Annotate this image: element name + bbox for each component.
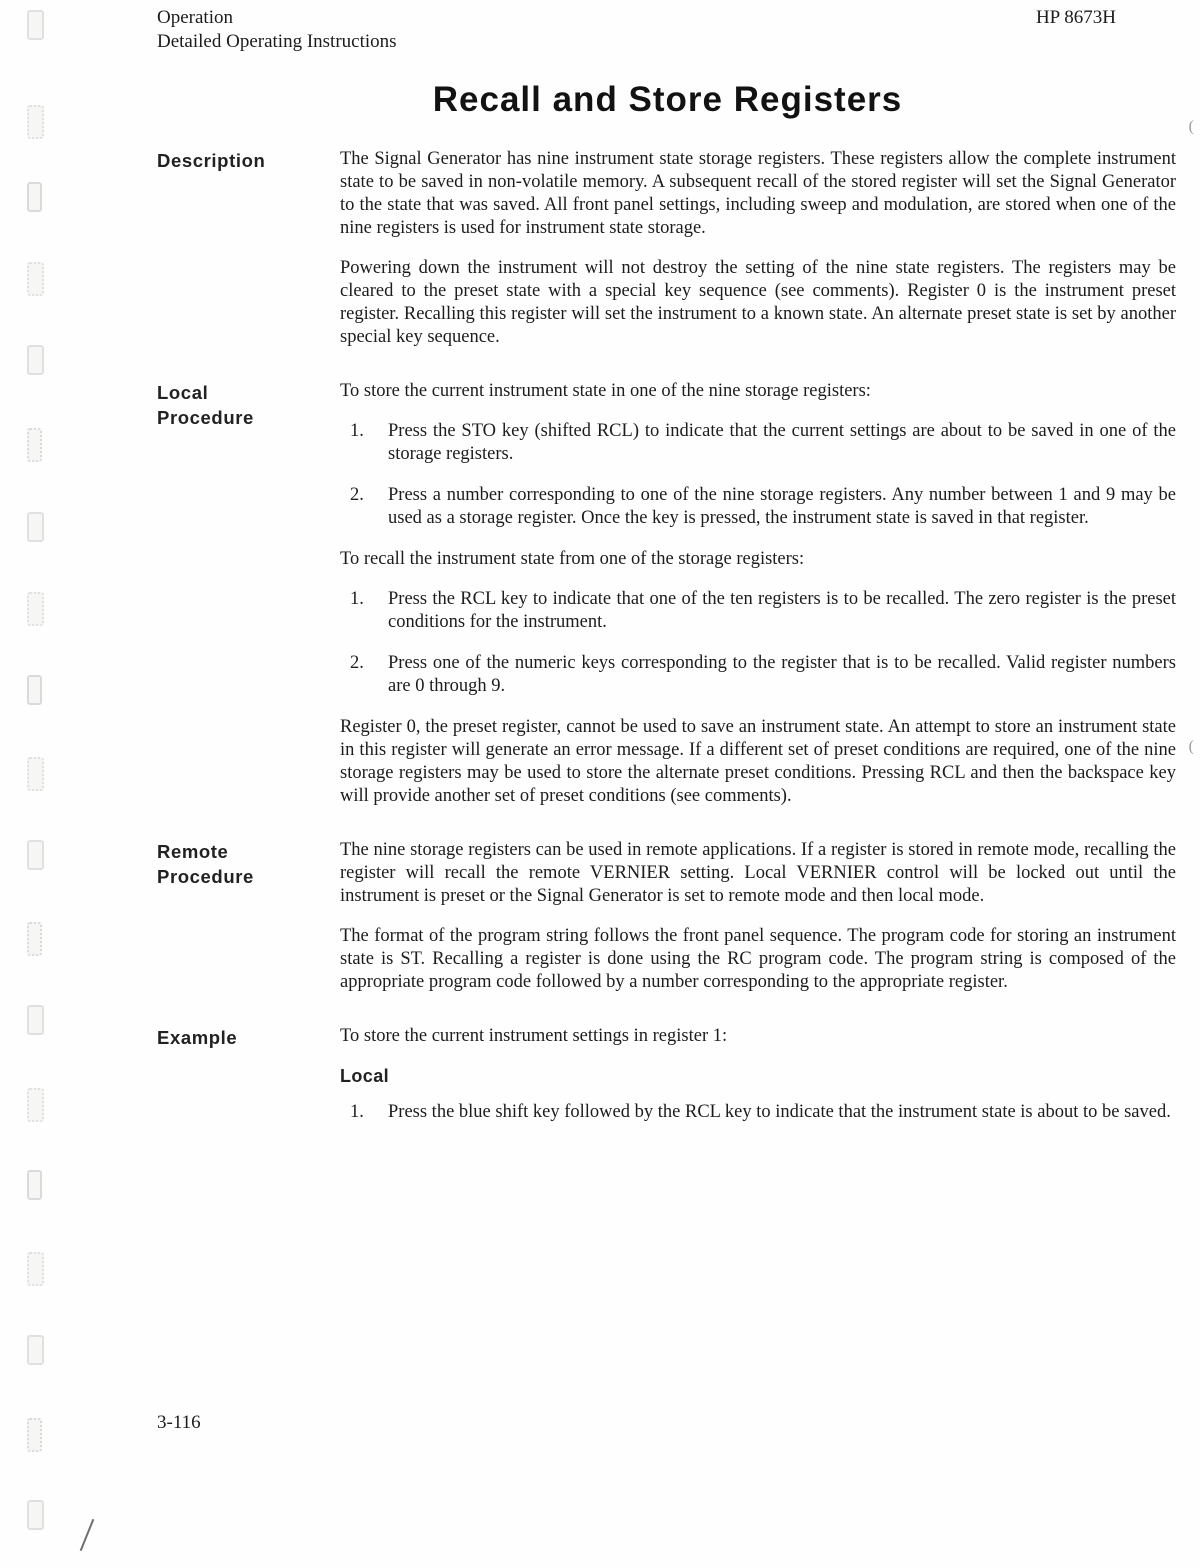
section-label: [157, 1025, 340, 1142]
scan-artifact: [27, 345, 44, 375]
header-left: [157, 6, 397, 54]
scan-artifact: [27, 1335, 44, 1365]
paragraph: Register 0, the preset register, cannot be used to save an instrument state. An attempt to store an instrument state in this register will generate an error message. If a different set of preset conditions are required, one of the nine storage registers may be used to store the alternate preset conditions. Pressing RCL and then the backspace key will provide another set of preset conditions (see comments).: [340, 717, 1176, 806]
section-body: [340, 1025, 1176, 1142]
list-item-text: Press a number corresponding to one of the nine storage registers. Any number between 1 and 9 may be used as a storage register. Once the key is pressed, the instrument state is saved in that register.: [388, 485, 1176, 528]
section-body: [340, 839, 1176, 1011]
header-model-number: HP 8673H: [1035, 7, 1116, 28]
page-header: [0, 0, 1200, 54]
scan-artifact: [27, 592, 44, 626]
scan-artifact: [27, 1170, 42, 1200]
scan-artifact: [27, 1252, 44, 1286]
list-item: [350, 484, 1176, 530]
section-label-text: Procedure: [157, 407, 254, 428]
list-item-text: Press the RCL key to indicate that one of the ten registers is to be recalled. The zero register is the preset conditions for the instrument.: [388, 589, 1176, 632]
list-item: [350, 652, 1176, 698]
paragraph: The Signal Generator has nine instrument state storage registers. These registers allow the complete instrument state to be saved in non-volatile memory. A subsequent recall of the stored register will set the Signal Generator to the state that was saved. All front panel settings, including sweep and modulation, are stored when one of the nine registers is used for instrument state storage.: [340, 149, 1176, 238]
list-item-text: Press the blue shift key followed by the RCL key to indicate that the instrument state is about to be saved.: [388, 1102, 1171, 1122]
list-number: 2.: [350, 653, 364, 673]
section-body: [340, 380, 1176, 825]
list-item-text: Press one of the numeric keys corresponding to the register that is to be recalled. Valid register numbers are 0 through 9.: [388, 653, 1176, 696]
example-subheading: Local: [340, 1066, 390, 1086]
list-number: 1.: [350, 1102, 364, 1122]
scan-artifact: [27, 1500, 44, 1530]
section-remote-procedure: [0, 839, 1200, 1011]
scan-artifact: [27, 1088, 44, 1122]
scan-artifact: [27, 182, 42, 212]
list-intro: To store the current instrument state in one of the nine storage registers:: [340, 381, 871, 401]
scan-artifact: [27, 675, 42, 705]
section-label: [157, 148, 340, 366]
header-subsection-title: Detailed Operating Instructions: [157, 31, 397, 52]
section-label-text: Local: [157, 382, 209, 403]
scan-artifact-slash: [80, 1519, 95, 1551]
scan-artifact: [27, 512, 44, 542]
section-label-text: Procedure: [157, 866, 254, 887]
header-section-title: Operation: [157, 7, 233, 28]
section-label: [157, 380, 340, 825]
page-number: 3-116: [157, 1412, 201, 1433]
list-intro: To recall the instrument state from one of the storage registers:: [340, 549, 805, 569]
section-example: [0, 1025, 1200, 1142]
scan-artifact: [27, 428, 42, 462]
paragraph: The format of the program string follows the front panel sequence. The program code for storing an instrument state is ST. Recalling a register is done using the RC program code. The program string is composed of the appropriate program code followed by a number corresponding to the appropriate register.: [340, 926, 1176, 992]
list-item: [350, 588, 1176, 634]
scan-artifact: [27, 10, 44, 40]
scan-artifact: [27, 1418, 42, 1452]
scan-artifact-paren: (: [1188, 118, 1194, 135]
list-item: [350, 1101, 1176, 1124]
paragraph: The nine storage registers can be used in remote applications. If a register is stored in remote mode, recalling the register will recall the remote VERNIER setting. Local VERNIER control will be locked out until the instrument is preset or the Signal Generator is set to remote mode and then local mode.: [340, 840, 1176, 906]
section-label: [157, 839, 340, 1011]
scan-artifact: [27, 840, 44, 870]
section-body: [340, 148, 1176, 366]
section-description: [0, 148, 1200, 366]
list-number: 1.: [350, 589, 364, 609]
list-number: 2.: [350, 485, 364, 505]
page-title: Recall and Store Registers: [432, 80, 903, 119]
section-label-text: Example: [157, 1027, 238, 1048]
scan-artifact: [27, 757, 44, 791]
section-label-text: Description: [157, 150, 266, 171]
scan-artifact: [27, 105, 44, 139]
list-number: 1.: [350, 421, 364, 441]
section-label-text: Remote: [157, 841, 229, 862]
scan-artifact: [27, 262, 44, 296]
list-intro: To store the current instrument settings in register 1:: [340, 1026, 728, 1046]
list-item-text: Press the STO key (shifted RCL) to indicate that the current settings are about to be saved in one of the storage registers.: [388, 421, 1176, 464]
scan-artifact-paren: (: [1188, 738, 1194, 755]
scan-artifact: [27, 922, 42, 956]
section-local-procedure: [0, 380, 1200, 825]
list-item: [350, 420, 1176, 466]
scan-artifact: [27, 1005, 44, 1035]
paragraph: Powering down the instrument will not destroy the setting of the nine state registers. The registers may be cleared to the preset state with a special key sequence (see comments). Register 0 is the instrument preset register. Recalling this register will set the instrument to a known state. An alternate preset state is set by another special key sequence.: [340, 258, 1176, 347]
